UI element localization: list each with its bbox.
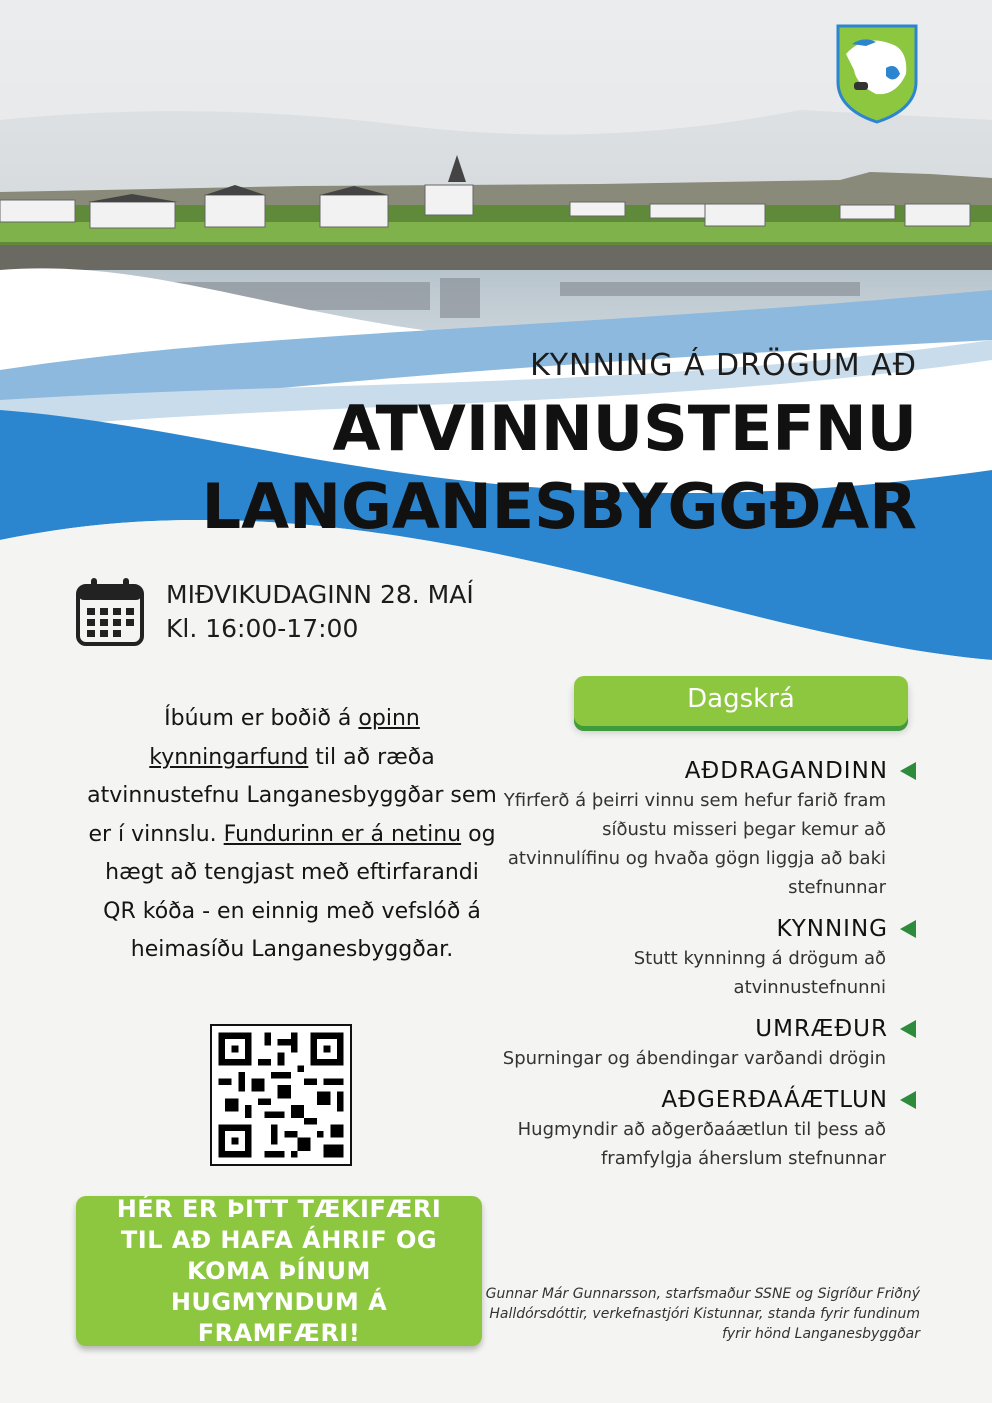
triangle-left-icon	[900, 762, 916, 780]
agenda-list	[486, 756, 916, 1185]
triangle-left-icon	[900, 1020, 916, 1038]
agenda-item-description: Yfirferð á þeirri vinnu sem hefur farið fram síðustu misseri þegar kemur að atvinnulífinu og hvaða gögn liggja að baki stefnunnar	[503, 790, 886, 898]
event-date: MIÐVIKUDAGINN 28. MAÍ	[166, 580, 474, 609]
agenda-item-title: AÐDRAGANDINN	[684, 758, 888, 784]
title-line-1: ATVINNUSTEFNU	[332, 392, 917, 465]
agenda-heading: Dagskrá	[574, 676, 908, 726]
event-subtitle: KYNNING Á DRÖGUM AÐ	[530, 348, 917, 383]
intro-link-online[interactable]: Fundurinn er á netinu	[223, 821, 462, 847]
intro-link-meeting[interactable]: opinn kynningarfund	[149, 706, 420, 770]
municipality-crest-icon	[836, 24, 918, 124]
event-datetime	[166, 578, 474, 646]
intro-part-3: og hægt að tengjast með eftirfarandi QR kóða - en einnig með vefslóð á heimasíðu Langanesbyggðar.	[103, 821, 496, 962]
calendar-icon	[74, 576, 146, 648]
agenda-item-description: Spurningar og ábendingar varðandi drögin	[502, 1048, 886, 1069]
intro-part-1: Íbúum er boðið á	[164, 706, 359, 731]
agenda-item	[486, 1014, 916, 1073]
agenda-item	[486, 1085, 916, 1173]
agenda-item-description: Stutt kynninng á drögum að atvinnustefnunni	[633, 948, 886, 998]
agenda-item-title: AÐGERÐAÁÆTLUN	[661, 1087, 888, 1113]
agenda-item-title: UMRÆÐUR	[755, 1016, 888, 1042]
triangle-left-icon	[900, 920, 916, 938]
agenda-item	[486, 914, 916, 1002]
intro-part-2: til að ræða atvinnustefnu Langanesbyggðar sem er í vinnslu.	[87, 744, 497, 847]
agenda-item-description: Hugmyndir að aðgerðaáætlun til þess að framfylgja áherslum stefnunnar	[517, 1119, 886, 1169]
event-time: Kl. 16:00-17:00	[166, 614, 359, 643]
organizer-credit: Gunnar Már Gunnarsson, starfsmaður SSNE og Sigríður Friðný Halldórsdóttir, verkefnastjóri Kistunnar, standa fyrir fundinum fyrir hönd Langanesbyggðar	[485, 1286, 920, 1342]
title-line-2: LANGANESBYGGÐAR	[201, 470, 917, 543]
agenda-item	[486, 756, 916, 902]
agenda-item-title: KYNNING	[776, 916, 888, 942]
intro-text	[86, 700, 498, 970]
triangle-left-icon	[900, 1091, 916, 1109]
call-to-action-banner: HÉR ER ÞITT TÆKIFÆRI TIL AÐ HAFA ÁHRIF OG KOMA ÞÍNUM HUGMYNDUM Á FRAMFÆRI!	[76, 1196, 482, 1346]
qr-code[interactable]	[210, 1024, 352, 1166]
